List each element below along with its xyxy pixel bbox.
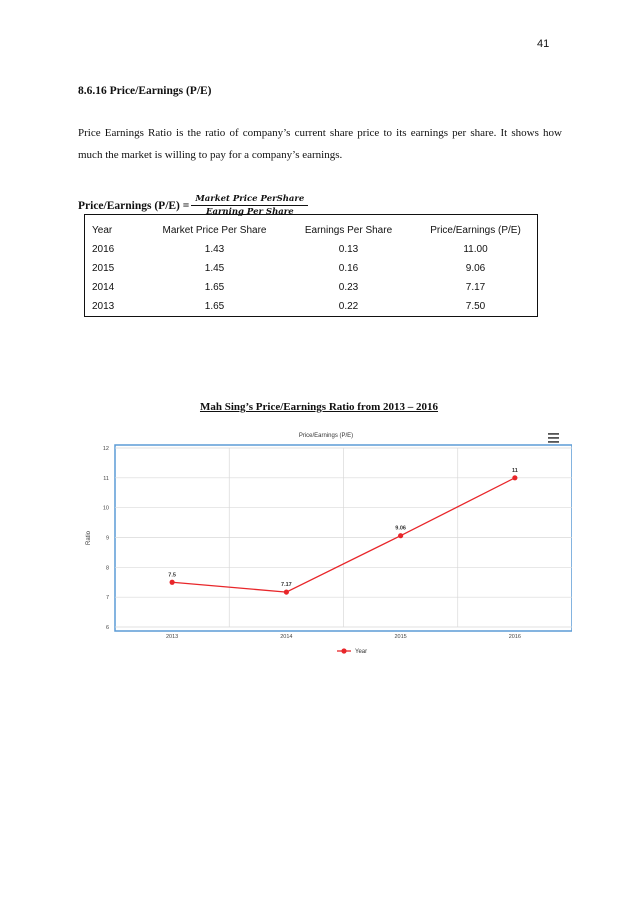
data-label: 7.17 — [281, 582, 292, 589]
table-row — [85, 278, 538, 297]
data-point — [398, 533, 403, 538]
y-tick-label: 8 — [105, 565, 109, 572]
formula-lhs: Price/Earnings (P/E) = — [78, 199, 190, 212]
y-axis-label: Ratio — [86, 530, 92, 546]
table-header-cell: Year — [92, 225, 113, 236]
y-tick-label: 10 — [102, 505, 109, 512]
x-tick-label: 2015 — [394, 634, 407, 640]
formula-numerator: Market Price PerShare — [191, 194, 308, 206]
table-row — [85, 240, 538, 259]
table-header-cell: Earnings Per Share — [304, 225, 393, 236]
x-tick-label: 2014 — [280, 634, 293, 640]
y-tick-label: 11 — [103, 475, 109, 482]
table-cell: 1.45 — [204, 263, 225, 274]
y-tick-label: 6 — [105, 625, 109, 631]
table-cell: 1.65 — [204, 282, 225, 293]
table-cell: 2015 — [92, 263, 115, 274]
table-cell: 7.50 — [465, 301, 486, 312]
table-cell: 1.43 — [204, 244, 225, 255]
formula-denominator: Earning Per Share — [205, 207, 294, 217]
table-row — [85, 297, 538, 317]
table-cell: 9.06 — [465, 263, 486, 274]
data-point — [512, 475, 517, 480]
x-tick-label: 2016 — [508, 634, 521, 640]
table-row — [85, 259, 538, 278]
pe-table — [84, 214, 538, 317]
table-cell: 0.13 — [338, 244, 359, 255]
table-cell: 1.65 — [204, 301, 225, 312]
chart-title: Price/Earnings (P/E) — [298, 433, 354, 439]
section-heading: 8.6.16 Price/Earnings (P/E) — [78, 85, 212, 97]
data-label: 11 — [511, 467, 518, 474]
table-cell: 0.22 — [338, 301, 359, 312]
chart-caption: Mah Sing’s Price/Earnings Ratio from 2013 – 2016 — [199, 401, 439, 413]
hamburger-menu-icon[interactable] — [548, 433, 559, 443]
data-point — [170, 580, 175, 585]
y-tick-label: 12 — [102, 446, 109, 452]
table-cell: 0.23 — [338, 282, 359, 293]
y-tick-label: 7 — [105, 595, 109, 602]
table-header-cell: Market Price Per Share — [162, 225, 267, 236]
table-cell: 0.16 — [338, 263, 359, 274]
table-cell: 2013 — [92, 301, 115, 312]
pe-line-chart — [80, 424, 572, 664]
table-header-cell: Price/Earnings (P/E) — [430, 225, 521, 236]
data-label: 7.5 — [168, 572, 176, 579]
table-cell: 2014 — [92, 282, 115, 293]
legend-marker-dot — [341, 648, 346, 653]
table-cell: 7.17 — [465, 282, 486, 293]
table-cell: 11.00 — [463, 244, 488, 255]
x-tick-label: 2013 — [166, 634, 179, 640]
table-header-row — [85, 215, 538, 241]
intro-paragraph: Price Earnings Ratio is the ratio of company’s current share price to its earnings per share. It shows how much the market is willing to pay for a company’s earnings. — [78, 127, 562, 161]
page-number: 41 — [537, 38, 550, 50]
legend-label: Year — [355, 649, 368, 655]
y-tick-label: 9 — [105, 535, 109, 542]
table-cell: 2016 — [92, 244, 115, 255]
data-point — [284, 589, 289, 594]
data-label: 9.06 — [395, 525, 406, 532]
